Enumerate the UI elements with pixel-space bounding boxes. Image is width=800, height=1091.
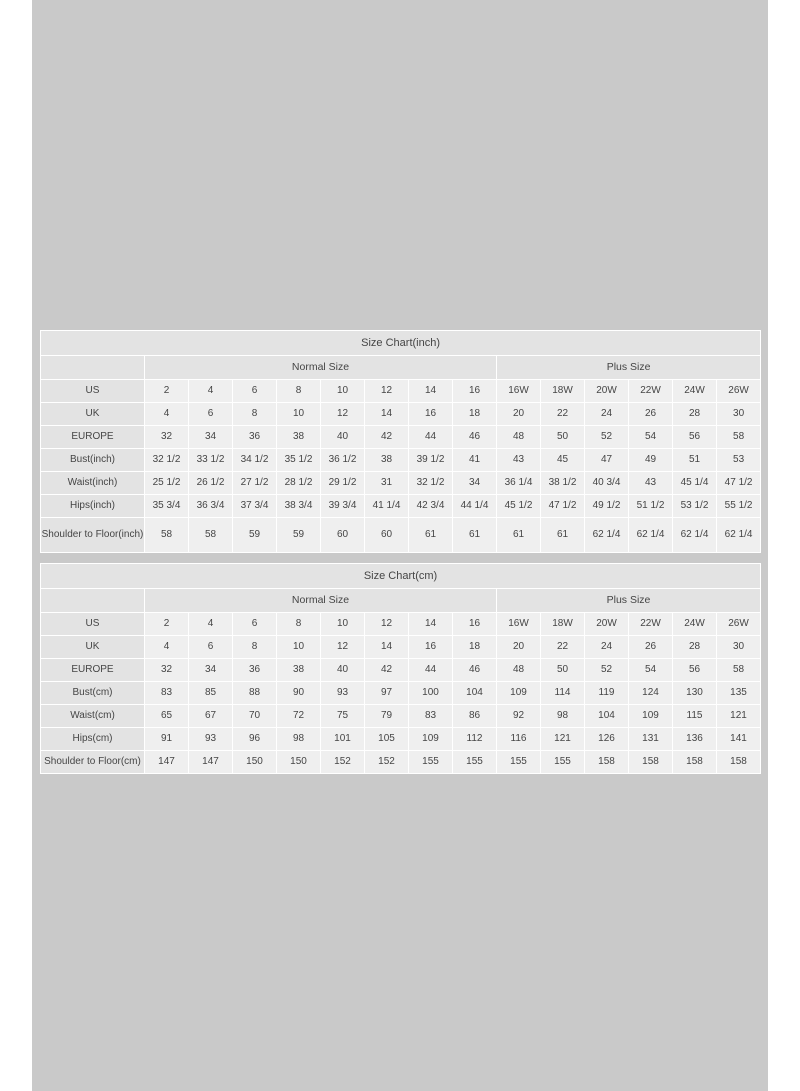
measurement-cell: 26 — [629, 636, 673, 659]
measurement-cell: 8 — [277, 613, 321, 636]
measurement-cell: 121 — [541, 728, 585, 751]
measurement-cell: 158 — [629, 751, 673, 774]
measurement-cell: 158 — [673, 751, 717, 774]
measurement-cell: 61 — [497, 518, 541, 553]
table-row — [41, 495, 761, 518]
measurement-cell: 56 — [673, 426, 717, 449]
measurement-cell: 28 1/2 — [277, 472, 321, 495]
measurement-cell: 28 — [673, 403, 717, 426]
size-chart-container — [40, 330, 760, 774]
measurement-cell: 155 — [541, 751, 585, 774]
measurement-cell: 105 — [365, 728, 409, 751]
measurement-cell: 61 — [409, 518, 453, 553]
measurement-cell: 119 — [585, 682, 629, 705]
measurement-cell: 26W — [717, 613, 761, 636]
measurement-cell: 53 1/2 — [673, 495, 717, 518]
measurement-cell: 6 — [233, 380, 277, 403]
measurement-cell: 37 3/4 — [233, 495, 277, 518]
row-label: Shoulder to Floor(cm) — [41, 751, 145, 774]
measurement-cell: 53 — [717, 449, 761, 472]
measurement-cell: 85 — [189, 682, 233, 705]
row-label: Hips(inch) — [41, 495, 145, 518]
measurement-cell: 114 — [541, 682, 585, 705]
measurement-cell: 43 — [629, 472, 673, 495]
measurement-cell: 98 — [541, 705, 585, 728]
measurement-cell: 36 1/2 — [321, 449, 365, 472]
measurement-cell: 29 1/2 — [321, 472, 365, 495]
measurement-cell: 41 — [453, 449, 497, 472]
measurement-cell: 12 — [321, 403, 365, 426]
measurement-cell: 43 — [497, 449, 541, 472]
measurement-cell: 104 — [453, 682, 497, 705]
measurement-cell: 20 — [497, 403, 541, 426]
measurement-cell: 24W — [673, 380, 717, 403]
measurement-cell: 24 — [585, 403, 629, 426]
table-row — [41, 472, 761, 495]
measurement-cell: 86 — [453, 705, 497, 728]
measurement-cell: 42 — [365, 659, 409, 682]
measurement-cell: 155 — [409, 751, 453, 774]
measurement-cell: 52 — [585, 426, 629, 449]
measurement-cell: 51 — [673, 449, 717, 472]
measurement-cell: 46 — [453, 659, 497, 682]
measurement-cell: 8 — [233, 403, 277, 426]
measurement-cell: 65 — [145, 705, 189, 728]
measurement-cell: 38 — [365, 449, 409, 472]
measurement-cell: 45 1/2 — [497, 495, 541, 518]
measurement-cell: 24W — [673, 613, 717, 636]
measurement-cell: 158 — [717, 751, 761, 774]
measurement-cell: 150 — [233, 751, 277, 774]
measurement-cell: 126 — [585, 728, 629, 751]
measurement-cell: 10 — [277, 636, 321, 659]
measurement-cell: 109 — [629, 705, 673, 728]
measurement-cell: 16 — [409, 636, 453, 659]
measurement-cell: 20W — [585, 613, 629, 636]
measurement-cell: 51 1/2 — [629, 495, 673, 518]
measurement-cell: 109 — [497, 682, 541, 705]
measurement-cell: 101 — [321, 728, 365, 751]
size-group-header: Plus Size — [497, 356, 761, 380]
measurement-cell: 59 — [233, 518, 277, 553]
measurement-cell: 41 1/4 — [365, 495, 409, 518]
measurement-cell: 24 — [585, 636, 629, 659]
table-row — [41, 403, 761, 426]
measurement-cell: 22W — [629, 380, 673, 403]
measurement-cell: 135 — [717, 682, 761, 705]
measurement-cell: 39 3/4 — [321, 495, 365, 518]
measurement-cell: 22W — [629, 613, 673, 636]
measurement-cell: 44 — [409, 426, 453, 449]
table-row — [41, 613, 761, 636]
measurement-cell: 58 — [189, 518, 233, 553]
row-label: Waist(cm) — [41, 705, 145, 728]
measurement-cell: 18W — [541, 380, 585, 403]
measurement-cell: 155 — [453, 751, 497, 774]
measurement-cell: 14 — [365, 403, 409, 426]
row-label: Shoulder to Floor(inch) — [41, 518, 145, 553]
measurement-cell: 38 3/4 — [277, 495, 321, 518]
measurement-cell: 38 — [277, 659, 321, 682]
measurement-cell: 44 1/4 — [453, 495, 497, 518]
measurement-cell: 4 — [189, 380, 233, 403]
measurement-cell: 36 1/4 — [497, 472, 541, 495]
measurement-cell: 26W — [717, 380, 761, 403]
measurement-cell: 49 1/2 — [585, 495, 629, 518]
measurement-cell: 116 — [497, 728, 541, 751]
measurement-cell: 104 — [585, 705, 629, 728]
measurement-cell: 90 — [277, 682, 321, 705]
size-chart-table — [40, 330, 761, 553]
chart-title-row — [41, 564, 761, 589]
chart-title: Size Chart(inch) — [41, 331, 761, 356]
measurement-cell: 6 — [233, 613, 277, 636]
measurement-cell: 34 — [189, 426, 233, 449]
measurement-cell: 158 — [585, 751, 629, 774]
measurement-cell: 20 — [497, 636, 541, 659]
measurement-cell: 45 — [541, 449, 585, 472]
measurement-cell: 44 — [409, 659, 453, 682]
measurement-cell: 10 — [277, 403, 321, 426]
row-label: UK — [41, 403, 145, 426]
measurement-cell: 42 3/4 — [409, 495, 453, 518]
measurement-cell: 22 — [541, 636, 585, 659]
measurement-cell: 10 — [321, 613, 365, 636]
measurement-cell: 16 — [453, 380, 497, 403]
measurement-cell: 40 — [321, 659, 365, 682]
measurement-cell: 2 — [145, 380, 189, 403]
measurement-cell: 34 1/2 — [233, 449, 277, 472]
measurement-cell: 92 — [497, 705, 541, 728]
table-row — [41, 728, 761, 751]
measurement-cell: 62 1/4 — [585, 518, 629, 553]
measurement-cell: 83 — [409, 705, 453, 728]
measurement-cell: 54 — [629, 426, 673, 449]
measurement-cell: 48 — [497, 426, 541, 449]
measurement-cell: 10 — [321, 380, 365, 403]
measurement-cell: 38 1/2 — [541, 472, 585, 495]
measurement-cell: 6 — [189, 636, 233, 659]
measurement-cell: 109 — [409, 728, 453, 751]
measurement-cell: 2 — [145, 613, 189, 636]
measurement-cell: 32 — [145, 659, 189, 682]
measurement-cell: 88 — [233, 682, 277, 705]
measurement-cell: 70 — [233, 705, 277, 728]
measurement-cell: 58 — [717, 659, 761, 682]
measurement-cell: 136 — [673, 728, 717, 751]
measurement-cell: 34 — [453, 472, 497, 495]
measurement-cell: 98 — [277, 728, 321, 751]
measurement-cell: 33 1/2 — [189, 449, 233, 472]
measurement-cell: 58 — [717, 426, 761, 449]
measurement-cell: 58 — [145, 518, 189, 553]
measurement-cell: 12 — [365, 613, 409, 636]
measurement-cell: 32 1/2 — [409, 472, 453, 495]
table-row — [41, 449, 761, 472]
measurement-cell: 48 — [497, 659, 541, 682]
measurement-cell: 152 — [365, 751, 409, 774]
row-label: EUROPE — [41, 426, 145, 449]
measurement-cell: 62 1/4 — [629, 518, 673, 553]
size-group-header: Plus Size — [497, 589, 761, 613]
measurement-cell: 42 — [365, 426, 409, 449]
size-group-header: Normal Size — [145, 356, 497, 380]
measurement-cell: 4 — [189, 613, 233, 636]
chart-title: Size Chart(cm) — [41, 564, 761, 589]
row-label: Bust(cm) — [41, 682, 145, 705]
measurement-cell: 93 — [189, 728, 233, 751]
measurement-cell: 25 1/2 — [145, 472, 189, 495]
measurement-cell: 49 — [629, 449, 673, 472]
measurement-cell: 16 — [409, 403, 453, 426]
measurement-cell: 150 — [277, 751, 321, 774]
group-header-row — [41, 589, 761, 613]
measurement-cell: 83 — [145, 682, 189, 705]
measurement-cell: 115 — [673, 705, 717, 728]
measurement-cell: 6 — [189, 403, 233, 426]
row-label: Waist(inch) — [41, 472, 145, 495]
measurement-cell: 35 1/2 — [277, 449, 321, 472]
measurement-cell: 62 1/4 — [717, 518, 761, 553]
measurement-cell: 32 1/2 — [145, 449, 189, 472]
row-label: US — [41, 380, 145, 403]
measurement-cell: 155 — [497, 751, 541, 774]
measurement-cell: 36 — [233, 426, 277, 449]
measurement-cell: 47 1/2 — [717, 472, 761, 495]
measurement-cell: 38 — [277, 426, 321, 449]
measurement-cell: 130 — [673, 682, 717, 705]
measurement-cell: 131 — [629, 728, 673, 751]
measurement-cell: 96 — [233, 728, 277, 751]
table-row — [41, 426, 761, 449]
measurement-cell: 27 1/2 — [233, 472, 277, 495]
measurement-cell: 30 — [717, 636, 761, 659]
measurement-cell: 61 — [541, 518, 585, 553]
measurement-cell: 34 — [189, 659, 233, 682]
measurement-cell: 147 — [145, 751, 189, 774]
measurement-cell: 60 — [321, 518, 365, 553]
table-row — [41, 659, 761, 682]
measurement-cell: 75 — [321, 705, 365, 728]
measurement-cell: 40 — [321, 426, 365, 449]
table-row — [41, 636, 761, 659]
measurement-cell: 35 3/4 — [145, 495, 189, 518]
measurement-cell: 61 — [453, 518, 497, 553]
measurement-cell: 91 — [145, 728, 189, 751]
measurement-cell: 16W — [497, 613, 541, 636]
measurement-cell: 18 — [453, 403, 497, 426]
measurement-cell: 18 — [453, 636, 497, 659]
measurement-cell: 59 — [277, 518, 321, 553]
measurement-cell: 152 — [321, 751, 365, 774]
measurement-cell: 47 — [585, 449, 629, 472]
row-label: Hips(cm) — [41, 728, 145, 751]
measurement-cell: 16W — [497, 380, 541, 403]
measurement-cell: 79 — [365, 705, 409, 728]
measurement-cell: 52 — [585, 659, 629, 682]
measurement-cell: 124 — [629, 682, 673, 705]
measurement-cell: 4 — [145, 636, 189, 659]
measurement-cell: 14 — [409, 380, 453, 403]
measurement-cell: 67 — [189, 705, 233, 728]
measurement-cell: 14 — [409, 613, 453, 636]
measurement-cell: 8 — [277, 380, 321, 403]
measurement-cell: 18W — [541, 613, 585, 636]
measurement-cell: 147 — [189, 751, 233, 774]
measurement-cell: 30 — [717, 403, 761, 426]
measurement-cell: 16 — [453, 613, 497, 636]
measurement-cell: 100 — [409, 682, 453, 705]
measurement-cell: 26 1/2 — [189, 472, 233, 495]
measurement-cell: 55 1/2 — [717, 495, 761, 518]
corner-blank-cell — [41, 356, 145, 380]
size-group-header: Normal Size — [145, 589, 497, 613]
measurement-cell: 12 — [365, 380, 409, 403]
measurement-cell: 141 — [717, 728, 761, 751]
row-label: US — [41, 613, 145, 636]
measurement-cell: 32 — [145, 426, 189, 449]
measurement-cell: 22 — [541, 403, 585, 426]
measurement-cell: 72 — [277, 705, 321, 728]
table-row — [41, 518, 761, 553]
measurement-cell: 121 — [717, 705, 761, 728]
measurement-cell: 31 — [365, 472, 409, 495]
measurement-cell: 93 — [321, 682, 365, 705]
measurement-cell: 14 — [365, 636, 409, 659]
corner-blank-cell — [41, 589, 145, 613]
measurement-cell: 112 — [453, 728, 497, 751]
measurement-cell: 12 — [321, 636, 365, 659]
measurement-cell: 36 — [233, 659, 277, 682]
table-row — [41, 751, 761, 774]
table-row — [41, 380, 761, 403]
measurement-cell: 20W — [585, 380, 629, 403]
measurement-cell: 36 3/4 — [189, 495, 233, 518]
measurement-cell: 45 1/4 — [673, 472, 717, 495]
measurement-cell: 46 — [453, 426, 497, 449]
measurement-cell: 54 — [629, 659, 673, 682]
row-label: UK — [41, 636, 145, 659]
measurement-cell: 28 — [673, 636, 717, 659]
measurement-cell: 40 3/4 — [585, 472, 629, 495]
group-header-row — [41, 356, 761, 380]
measurement-cell: 26 — [629, 403, 673, 426]
measurement-cell: 8 — [233, 636, 277, 659]
size-chart-table — [40, 563, 761, 774]
chart-title-row — [41, 331, 761, 356]
measurement-cell: 97 — [365, 682, 409, 705]
measurement-cell: 56 — [673, 659, 717, 682]
measurement-cell: 4 — [145, 403, 189, 426]
table-row — [41, 705, 761, 728]
row-label: Bust(inch) — [41, 449, 145, 472]
table-row — [41, 682, 761, 705]
measurement-cell: 39 1/2 — [409, 449, 453, 472]
row-label: EUROPE — [41, 659, 145, 682]
measurement-cell: 50 — [541, 426, 585, 449]
measurement-cell: 47 1/2 — [541, 495, 585, 518]
measurement-cell: 50 — [541, 659, 585, 682]
measurement-cell: 62 1/4 — [673, 518, 717, 553]
measurement-cell: 60 — [365, 518, 409, 553]
